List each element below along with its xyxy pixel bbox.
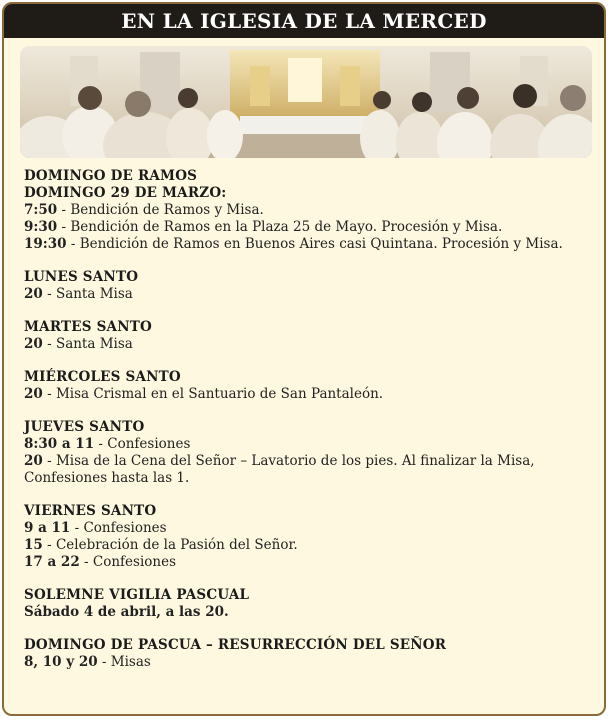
section-miercoles-santo xyxy=(24,369,594,403)
schedule-item: 9 a 11 - Confesiones xyxy=(24,520,167,536)
section-title: JUEVES SANTO xyxy=(24,419,145,435)
header-title: EN LA IGLESIA DE LA MERCED xyxy=(4,4,604,38)
section-lunes-santo xyxy=(24,269,594,303)
schedule-item: 17 a 22 - Confesiones xyxy=(24,554,177,570)
schedule-item: 20 - Santa Misa xyxy=(24,336,133,352)
schedule-item: 20 - Santa Misa xyxy=(24,286,133,302)
schedule-item: 20 - Misa Crismal en el Santuario de San Pantaleón. xyxy=(24,386,384,402)
schedule-item: 9:30 - Bendición de Ramos en la Plaza 25 de Mayo. Procesión y Misa. xyxy=(24,219,503,235)
section-title: MARTES SANTO xyxy=(24,319,152,335)
schedule-item: 7:50 - Bendición de Ramos y Misa. xyxy=(24,202,264,218)
schedule-item: 8, 10 y 20 - Misas xyxy=(24,654,151,670)
schedule-item: 20 - Misa de la Cena del Señor – Lavatorio de los pies. Al finalizar la Misa, Confesiones hasta las 1. xyxy=(24,453,535,486)
schedule-item: Sábado 4 de abril, a las 20. xyxy=(24,604,229,620)
section-domingo-de-ramos xyxy=(24,168,594,253)
section-viernes-santo xyxy=(24,503,594,571)
section-title: DOMINGO DE RAMOS xyxy=(24,168,198,184)
section-title: LUNES SANTO xyxy=(24,269,139,285)
schedule-item: 15 - Celebración de la Pasión del Señor. xyxy=(24,537,298,553)
section-title: MIÉRCOLES SANTO xyxy=(24,369,181,385)
section-martes-santo xyxy=(24,319,594,353)
schedule-item: 8:30 a 11 - Confesiones xyxy=(24,436,191,452)
section-title: DOMINGO DE PASCUA – RESURRECCIÓN DEL SEÑOR xyxy=(24,637,447,653)
section-title: VIERNES SANTO xyxy=(24,503,157,519)
church-procession-photo xyxy=(20,46,592,158)
section-vigilia-pascual xyxy=(24,587,594,621)
schedule-item: 19:30 - Bendición de Ramos en Buenos Aires casi Quintana. Procesión y Misa. xyxy=(24,236,563,252)
schedule-card xyxy=(2,2,606,716)
schedule-content xyxy=(24,168,594,687)
section-subtitle: DOMINGO 29 DE MARZO: xyxy=(24,185,227,201)
section-domingo-de-pascua xyxy=(24,637,594,671)
section-title: SOLEMNE VIGILIA PASCUAL xyxy=(24,587,250,603)
section-jueves-santo xyxy=(24,419,594,487)
